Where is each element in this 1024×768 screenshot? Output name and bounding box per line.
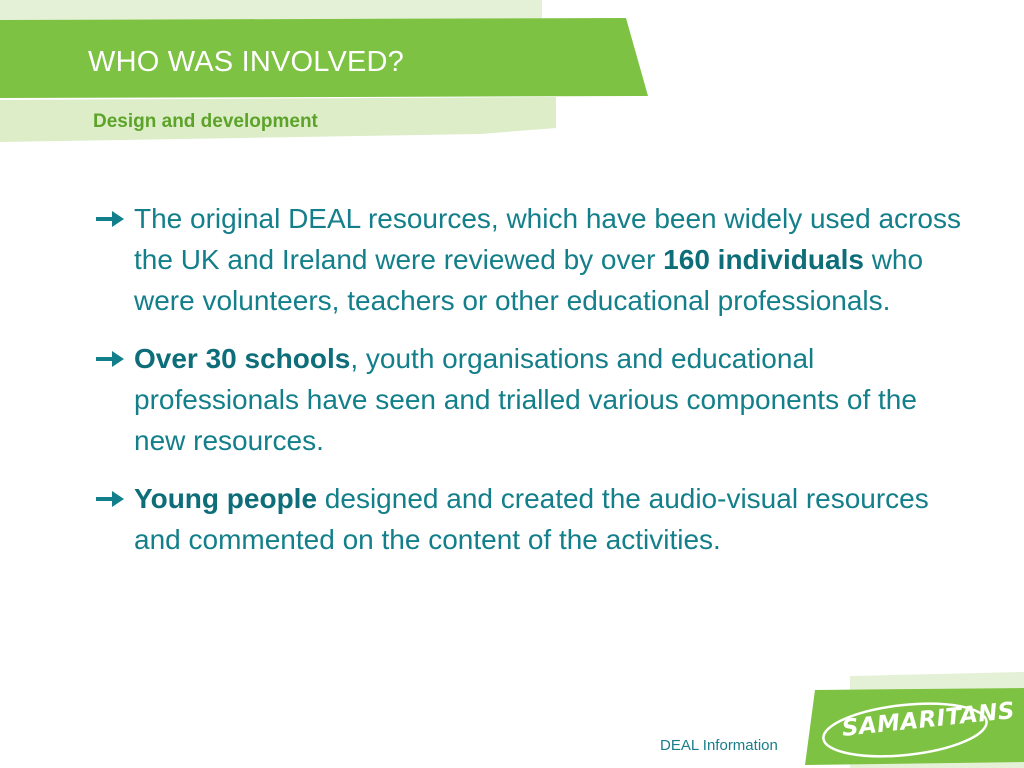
page-subtitle: Design and development xyxy=(93,111,318,132)
bullet-text-2 xyxy=(134,338,972,461)
samaritans-logo: SAMARITANS xyxy=(840,697,1017,742)
bullet-1-text-end: who were volunteers, teachers or other educational professionals. xyxy=(134,244,924,316)
footer-label: DEAL Information xyxy=(660,737,778,754)
arrow-icon xyxy=(94,488,126,510)
bullet-text-3 xyxy=(134,478,972,560)
bullet-1-text-start: The original DEAL resources, which have been widely used across the UK and Ireland were reviewed by over xyxy=(134,203,961,275)
bullet-list xyxy=(92,198,972,577)
bullet-3-highlight: Young people xyxy=(134,483,318,514)
page-title: WHO WAS INVOLVED? xyxy=(88,46,404,78)
bullet-3-text: designed and created the audio-visual resources and commented on the content of the activities. xyxy=(134,483,929,555)
arrow-icon xyxy=(94,348,126,370)
bullet-1-highlight: 160 individuals xyxy=(663,244,864,275)
bullet-item-1 xyxy=(92,198,972,321)
bullet-item-3 xyxy=(92,478,972,560)
bullet-item-2 xyxy=(92,338,972,461)
bullet-2-highlight: Over 30 schools xyxy=(134,343,351,374)
bullet-text-1 xyxy=(134,198,972,321)
bullet-2-text: , youth organisations and educational professionals have seen and trialled various components of the new resources. xyxy=(134,343,917,456)
arrow-icon xyxy=(94,208,126,230)
